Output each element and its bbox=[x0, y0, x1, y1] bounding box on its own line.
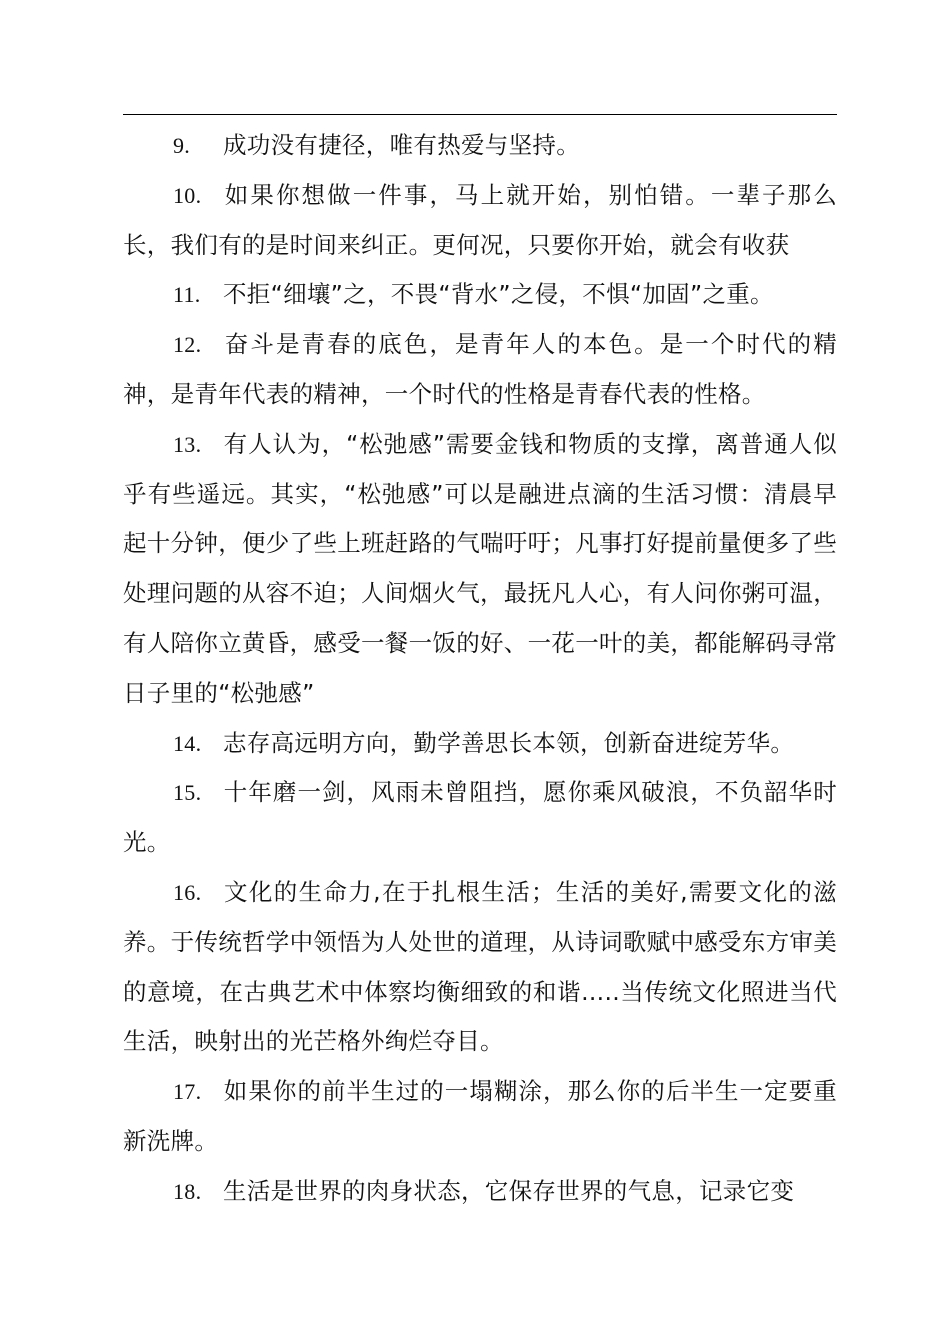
item-text: 文化的生命力,在于扎根生活；生活的美好,需要文化的滋养。于传统哲学中领悟为人处世的道理，从诗词歌赋中感受东方审美的意境，在古典艺术中体察均衡细致的和谐.....当传统文化照进当代生活，映射出的光芒格外绚烂夺目。 bbox=[123, 877, 837, 1056]
list-item bbox=[123, 768, 837, 868]
item-number: 15. bbox=[173, 780, 202, 806]
item-text: 奋斗是青春的底色，是青年人的本色。是一个时代的精神，是青年代表的精神，一个时代的性格是青春代表的性格。 bbox=[123, 330, 837, 408]
list-item bbox=[123, 320, 837, 420]
list-item bbox=[123, 420, 837, 719]
item-number: 9. bbox=[173, 133, 191, 158]
item-number: 14. bbox=[173, 730, 202, 756]
item-text: 成功没有捷径，唯有热爱与坚持。 bbox=[223, 131, 580, 159]
document-body bbox=[123, 121, 837, 1217]
item-number: 16. bbox=[173, 879, 202, 905]
list-item bbox=[123, 868, 837, 1067]
item-number: 12. bbox=[173, 332, 202, 358]
list-item bbox=[123, 719, 837, 769]
list-item bbox=[123, 1067, 837, 1167]
item-text: 生活是世界的肉身状态，它保存世界的气息，记录它变 bbox=[223, 1176, 795, 1205]
item-text: 有人认为，“松弛感”需要金钱和物质的支撑，离普通人似乎有些遥远。其实，“松弛感”可以是融进点滴的生活习惯：清晨早起十分钟，便少了些上班赶路的气喘吁吁；凡事打好提前量便多了些处理问题的从容不迫；人间烟火气，最抚凡人心，有人问你粥可温，有人陪你立黄昏，感受一餐一饭的好、一花一叶的美，都能解码寻常日子里的“松弛感” bbox=[123, 429, 837, 707]
list-item bbox=[123, 121, 837, 171]
item-text: 如果你想做一件事，马上就开始，别怕错。一辈子那么长，我们有的是时间来纠正。更何况，只要你开始，就会有收获 bbox=[123, 180, 837, 259]
item-number: 13. bbox=[173, 431, 202, 457]
item-number: 10. bbox=[173, 182, 202, 208]
header-rule bbox=[123, 114, 837, 115]
list-item bbox=[123, 1167, 837, 1217]
list-item bbox=[123, 270, 837, 320]
item-text: 如果你的前半生过的一塌糊涂，那么你的后半生一定要重新洗牌。 bbox=[123, 1077, 837, 1155]
item-number: 17. bbox=[173, 1079, 202, 1105]
item-text: 十年磨一剑，风雨未曾阻挡，愿你乘风破浪，不负韶华时光。 bbox=[123, 778, 837, 857]
item-text: 不拒“细壤”之，不畏“背水”之侵，不惧“加固”之重。 bbox=[223, 280, 774, 309]
item-text: 志存高远明方向，勤学善思长本领，创新奋进绽芳华。 bbox=[223, 728, 795, 757]
item-number: 11. bbox=[173, 282, 201, 308]
list-item bbox=[123, 171, 837, 271]
item-number: 18. bbox=[173, 1178, 202, 1204]
